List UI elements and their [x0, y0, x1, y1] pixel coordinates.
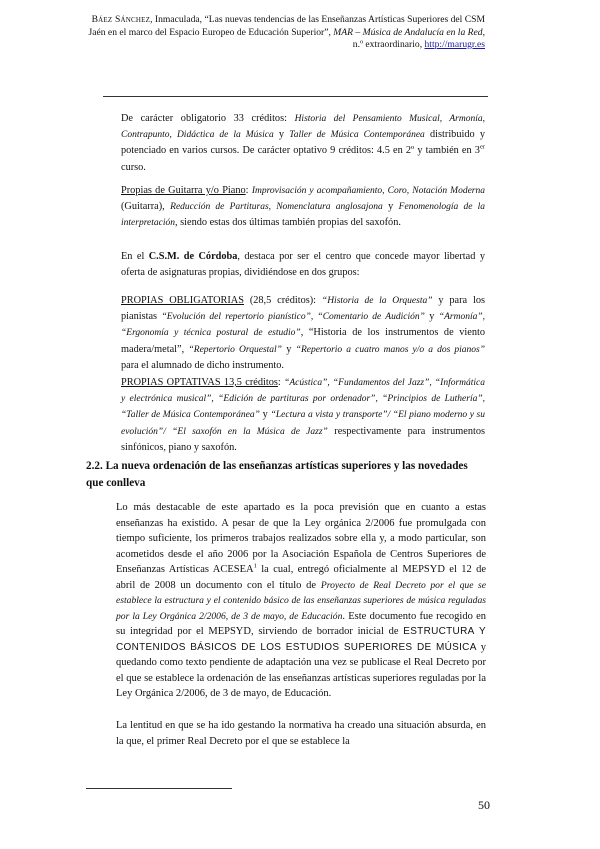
- section-heading: 2.2. La nueva ordenación de las enseñanzas artísticas superiores y las novedades que conlleva: [86, 460, 468, 489]
- body-paragraph-1: [116, 500, 486, 702]
- group-label: PROPIAS OBLIGATORIAS: [121, 295, 244, 306]
- document-title-caps: ESTRUCTURA Y CONTENIDOS BÁSICOS DE LOS ESTUDIOS SUPERIORES DE MÚSICA: [116, 626, 486, 653]
- page-number: 50: [478, 798, 490, 812]
- text: Lo más destacable de este apartado es la poca previsión que en cuanto a estas enseñanzas ha existido. A pesar de que la Ley orgánica 2/2006 fue promulgada con tiempo suficiente, los primeros trabajos realizados sobre ella y, a modo particular, son acometidos desde el año 2006 por la Asociación Española de Centros Superiores de Enseñanzas Artísticas ACESEA: [116, 502, 486, 575]
- text: De carácter obligatorio 33 créditos:: [121, 113, 295, 124]
- running-header: [80, 14, 485, 52]
- subject-list: “Evolución del repertorio pianístico”, “Comentario de Audición”: [161, 312, 425, 323]
- paragraph-propias-obligatorias: [121, 293, 485, 374]
- text: (Guitarra),: [121, 201, 171, 213]
- group-label: Propias de Guitarra y/o Piano: [121, 185, 246, 196]
- footnote-ref[interactable]: 1: [253, 562, 257, 570]
- text: la cual, entregó oficialmente al MEPSYD el 12 de abril de 2008 un documento con el título de: [116, 564, 486, 591]
- text: y: [281, 343, 296, 355]
- subject-name: Fenomenología de la interpretación: [121, 202, 486, 229]
- body-paragraph-2: La lentitud en que se ha ido gestando la normativa ha creado una situación absurda, en la que, el primer Real Decreto por el que se establece la: [116, 720, 486, 747]
- text: , destaca por ser el centro que concede mayor libertad y oferta de asignaturas propias, dividiéndose en dos grupos:: [121, 251, 485, 279]
- text: y: [259, 409, 271, 421]
- header-citation-1: , Inmaculada, “Las nuevas tendencias de las Enseñanzas Artísticas Superiores del CSM Jaén en el marco del Espacio Europeo de Educación Superior”,: [88, 14, 485, 38]
- text: , “Historia de los instrumentos de viento madera/metal”,: [121, 327, 485, 355]
- text: En el: [121, 251, 149, 262]
- text: y quedando como texto pendiente de adaptación una vez se publicase el Real Decreto por el que se establece la ordenación de las enseñanzas artísticas superiores reguladas por la Ley Orgánica 2/2006, de 3 de mayo, de Educación.: [116, 641, 487, 699]
- header-author: Báez Sánchez: [91, 14, 151, 25]
- subject-name: “Historia de la Orquesta”: [321, 296, 433, 306]
- paragraph-cordoba: [121, 249, 485, 281]
- text: y: [273, 129, 290, 141]
- subject-list: “Acústica”, “Fundamentos del Jazz”, “Informática y electrónica musical”, “Edición de partituras por ordenador”, “Principios de Luthería”, “Taller de Música Contemporánea”: [121, 378, 486, 421]
- footnote-divider: [86, 788, 232, 789]
- text: curso.: [121, 161, 146, 173]
- text: respectivamente para instrumentos sinfónicos, piano y saxofón.: [121, 425, 485, 453]
- document-title: Proyecto de Real Decreto por el que se establece la estructura y el contenido básico de las enseñanzas superiores de música reguladas por la Ley Orgánica 2/2006, de 3 de mayo, de Educación: [116, 579, 486, 622]
- subject-name: Taller de Música Contemporánea: [289, 130, 425, 141]
- text: y para los pianistas: [121, 295, 485, 323]
- subject-name: “Repertorio Orquestal”: [188, 344, 282, 355]
- subject-list: “Armonía”, “Ergonomía y técnica postural de estudio”: [121, 312, 486, 339]
- subject-list: “Lectura a vista y transporte”/ “El piano moderno y su evolución”/ “El saxofón en la Música de Jazz”: [121, 410, 485, 437]
- text: :: [277, 377, 285, 388]
- header-url-link[interactable]: http://marugr.es: [424, 39, 485, 50]
- subject-list: Improvisación y acompañamiento, Coro, Notación Moderna: [251, 186, 485, 196]
- header-journal: MAR – Música de Andalucía en la Red: [333, 26, 483, 38]
- paragraph-guitarra-piano: [121, 183, 485, 232]
- group-label: PROPIAS OPTATIVAS 13,5 créditos: [121, 377, 278, 388]
- header-divider: [103, 96, 488, 97]
- text: y: [382, 201, 399, 213]
- text: . Este documento fue recogido en su integridad por el MEPSYD, sirviendo de borrador inicial de: [116, 610, 486, 637]
- subject-name: “Repertorio a cuatro manos y/o a dos pianos”: [295, 344, 486, 355]
- text: , siendo estas dos últimas también propias del saxofón.: [175, 217, 401, 229]
- paragraph-obligatorio: [121, 111, 485, 176]
- text: distribuido y potenciado en varios cursos. De carácter optativo 9 créditos: 4.5 en 2º y también en 3: [121, 129, 485, 157]
- subject-list: Reducción de Partituras, Nomenclatura anglosajona: [170, 202, 383, 213]
- text: :: [245, 185, 252, 196]
- ordinal-sup: er: [479, 143, 485, 151]
- text: para el alumnado de dicho instrumento.: [121, 359, 284, 371]
- header-citation-2: , n.º extraordinario,: [352, 26, 485, 50]
- text: y: [424, 311, 439, 323]
- paragraph-propias-optativas: [121, 375, 485, 456]
- institution-name: C.S.M. de Córdoba: [148, 251, 238, 262]
- subject-list: Historia del Pensamiento Musical, Armonía, Contrapunto, Didáctica de la Música: [121, 114, 485, 141]
- text: (28,5 créditos):: [243, 295, 322, 306]
